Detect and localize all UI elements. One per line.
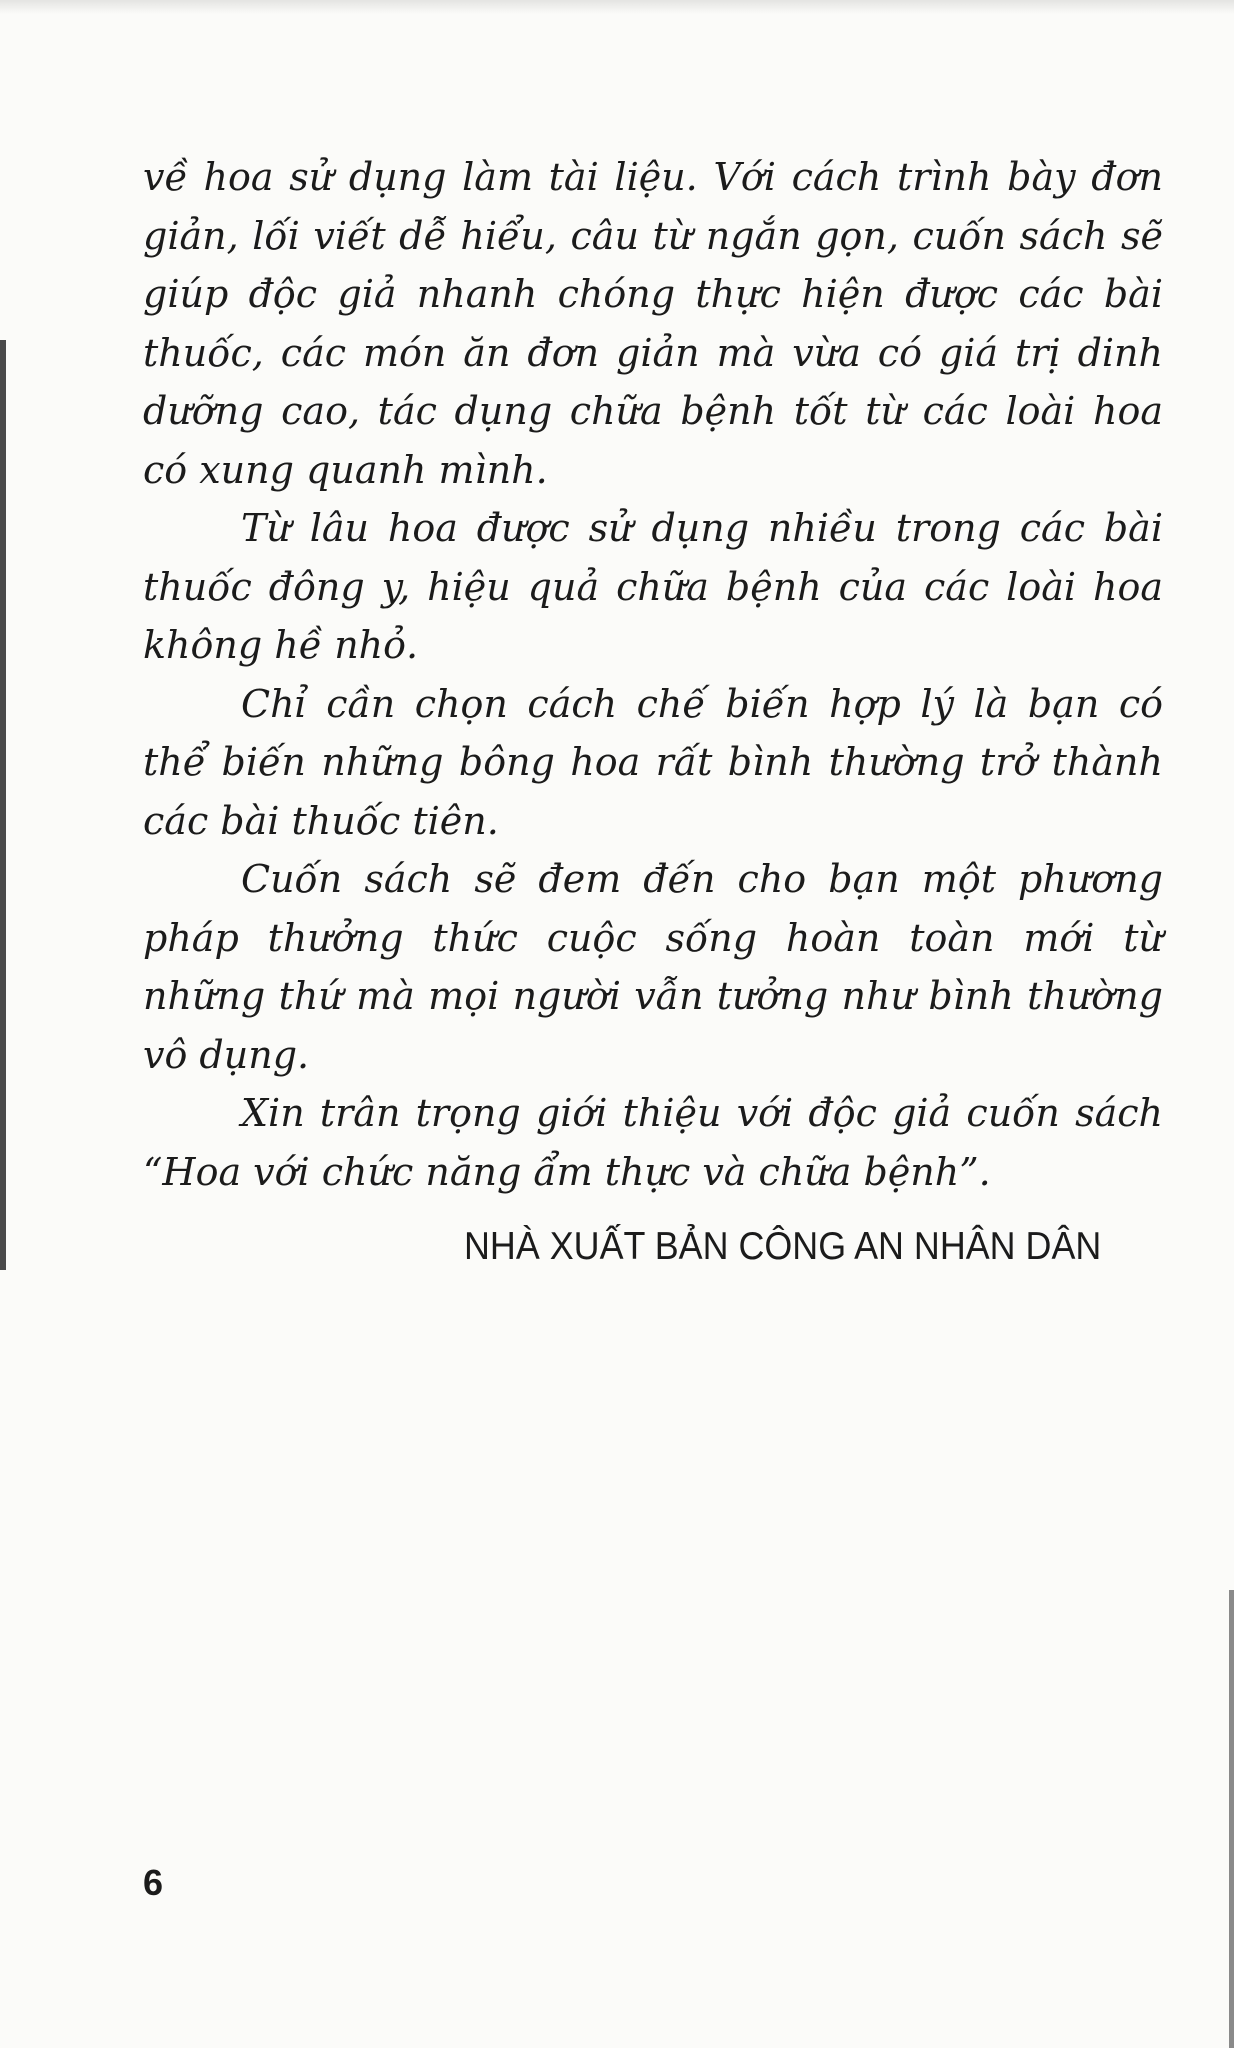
- paragraph: Xin trân trọng giới thiệu với độc giả cuốn sách “Hoa với chức năng ẩm thực và chữa bệnh”.: [143, 1091, 1163, 1194]
- publisher-signature: NHÀ XUẤT BẢN CÔNG AN NHÂN DÂN: [464, 1225, 1102, 1268]
- paragraph: Từ lâu hoa được sử dụng nhiều trong các bài thuốc đông y, hiệu quả chữa bệnh của các loài hoa không hề nhỏ.: [143, 506, 1163, 667]
- page-left-edge: [0, 340, 6, 1270]
- paragraph: về hoa sử dụng làm tài liệu. Với cách trình bày đơn giản, lối viết dễ hiểu, câu từ ngắn gọn, cuốn sách sẽ giúp độc giả nhanh chóng thực hiện được các bài thuốc, các món ăn đơn giản mà vừa có giá trị dinh dưỡng cao, tác dụng chữa bệnh tốt từ các loài hoa có xung quanh mình.: [143, 155, 1163, 492]
- page-right-edge: [1229, 1590, 1234, 2048]
- paragraph: Cuốn sách sẽ đem đến cho bạn một phương pháp thưởng thức cuộc sống hoàn toàn mới từ những thứ mà mọi người vẫn tưởng như bình thường vô dụng.: [143, 857, 1163, 1077]
- body-text: [143, 148, 1163, 1201]
- page-top-shadow: [0, 0, 1234, 14]
- paragraph: Chỉ cần chọn cách chế biến hợp lý là bạn có thể biến những bông hoa rất bình thường trở thành các bài thuốc tiên.: [143, 681, 1163, 843]
- page-number: 6: [143, 1862, 164, 1903]
